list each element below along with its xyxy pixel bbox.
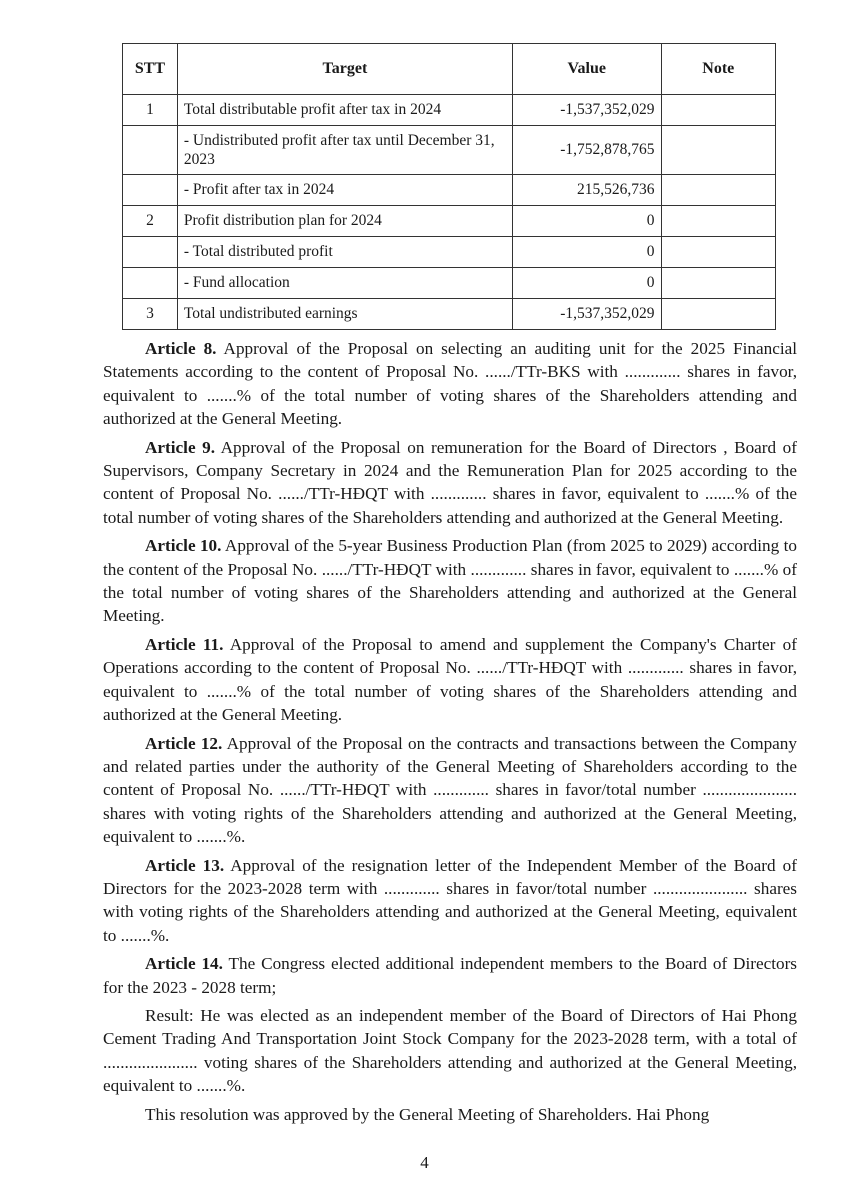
article-14-paragraph [103, 952, 797, 999]
article-8-paragraph [103, 337, 797, 431]
article-11-paragraph [103, 633, 797, 727]
cell-value: -1,537,352,029 [512, 299, 661, 330]
cell-target: - Total distributed profit [177, 237, 512, 268]
article-12-paragraph [103, 732, 797, 849]
article-heading: Article 12. [145, 733, 223, 753]
cell-note [661, 268, 775, 299]
header-note: Note [661, 44, 775, 95]
article-text: Approval of the Proposal to amend and supplement the Company's Charter of Operations according to the content of Proposal No. ....../TTr-HĐQT with ............. shares in favor, equivalent to .......% of the total number of voting shares of the Shareholders attending and authorized at the General Meeting. [103, 634, 798, 725]
profit-distribution-table [122, 43, 776, 330]
cell-stt [123, 175, 178, 206]
cell-target: - Fund allocation [177, 268, 512, 299]
table-row [123, 206, 776, 237]
cell-value: 0 [512, 237, 661, 268]
cell-value: 215,526,736 [512, 175, 661, 206]
cell-note [661, 126, 775, 175]
cell-value: -1,537,352,029 [512, 95, 661, 126]
cell-value: 0 [512, 206, 661, 237]
resolution-body [103, 337, 797, 1131]
cell-value: -1,752,878,765 [512, 126, 661, 175]
table-row [123, 299, 776, 330]
article-heading: Article 13. [145, 855, 225, 875]
cell-note [661, 175, 775, 206]
header-stt: STT [123, 44, 178, 95]
article-text: Approval of the Proposal on selecting an auditing unit for the 2025 Financial Statements according to the content of Proposal No. ....../TTr-BKS with ............. shares in favor, equivalent to .......% of the total number of voting shares of the Shareholders attending and authorized at the General Meeting. [103, 339, 798, 429]
cell-note [661, 299, 775, 330]
cell-stt [123, 268, 178, 299]
table-row [123, 126, 776, 175]
cell-target: - Undistributed profit after tax until December 31, 2023 [177, 126, 512, 175]
cell-value: 0 [512, 268, 661, 299]
cell-note [661, 237, 775, 268]
article-heading: Article 8. [145, 339, 217, 358]
article-9-paragraph [103, 436, 797, 530]
cell-stt [123, 126, 178, 175]
article-text: Approval of the Proposal on remuneration for the Board of Directors , Board of Supervisors, Company Secretary in 2024 and the Remuneration Plan for 2025 according to the content of Proposal No. ....../TTr-HĐQT with ............. shares in favor, equivalent to .......% of the total number of voting shares of the Shareholders attending and authorized at the General Meeting. [103, 437, 797, 527]
article-text: Approval of the Proposal on the contracts and transactions between the Company and related parties under the authority of the General Meeting of Shareholders according to the content of Proposal No. ....../TTr-HĐQT with ............. shares in favor/total number ...................... shares with voting rights of the Shareholders attending and authorized at the General Meeting, equivalent to .......%. [103, 733, 797, 847]
article-10-paragraph [103, 534, 797, 628]
cell-target: Profit distribution plan for 2024 [177, 206, 512, 237]
cell-stt: 2 [123, 206, 178, 237]
closing-paragraph: This resolution was approved by the General Meeting of Shareholders. Hai Phong [145, 1104, 710, 1124]
cell-stt: 3 [123, 299, 178, 330]
page-number: 4 [420, 1153, 429, 1172]
article-13-paragraph [103, 854, 797, 948]
article-text: The Congress elected additional independent members to the Board of Directors for the 2023 - 2028 term; [103, 954, 797, 997]
result-paragraph: Result: He was elected as an independent member of the Board of Directors of Hai Phong Cement Trading And Transportation Joint Stock Company for the 2023-2028 term, with a total of ...................... voting shares of the Shareholders attending and authorized at the General Meeting, equivalent to .......%. [103, 1005, 797, 1096]
cell-stt: 1 [123, 95, 178, 126]
article-heading: Article 11. [145, 634, 224, 654]
table-row [123, 95, 776, 126]
article-text: Approval of the resignation letter of the Independent Member of the Board of Directors for the 2023-2028 term with ............. shares in favor/total number ...................... shares with voting rights of the Shareholders attending and authorized at the General Meeting, equivalent to .......%. [103, 855, 797, 945]
table-row [123, 175, 776, 206]
table-header-row [123, 44, 776, 95]
header-value: Value [512, 44, 661, 95]
header-target: Target [177, 44, 512, 95]
cell-stt [123, 237, 178, 268]
article-heading: Article 9. [145, 437, 216, 457]
cell-note [661, 95, 775, 126]
table-row [123, 237, 776, 268]
cell-target: Total distributable profit after tax in 2024 [177, 95, 512, 126]
table-row [123, 268, 776, 299]
article-text: Approval of the 5-year Business Production Plan (from 2025 to 2029) according to the content of the Proposal No. ....../TTr-HĐQT with ............. shares in favor, equivalent to .......% of the total number of voting shares of the Shareholders attending and authorized at the General Meeting. [103, 536, 797, 626]
cell-target: Total undistributed earnings [177, 299, 512, 330]
article-heading: Article 10. [145, 536, 222, 556]
cell-target: - Profit after tax in 2024 [177, 175, 512, 206]
article-heading: Article 14. [145, 954, 223, 974]
cell-note [661, 206, 775, 237]
